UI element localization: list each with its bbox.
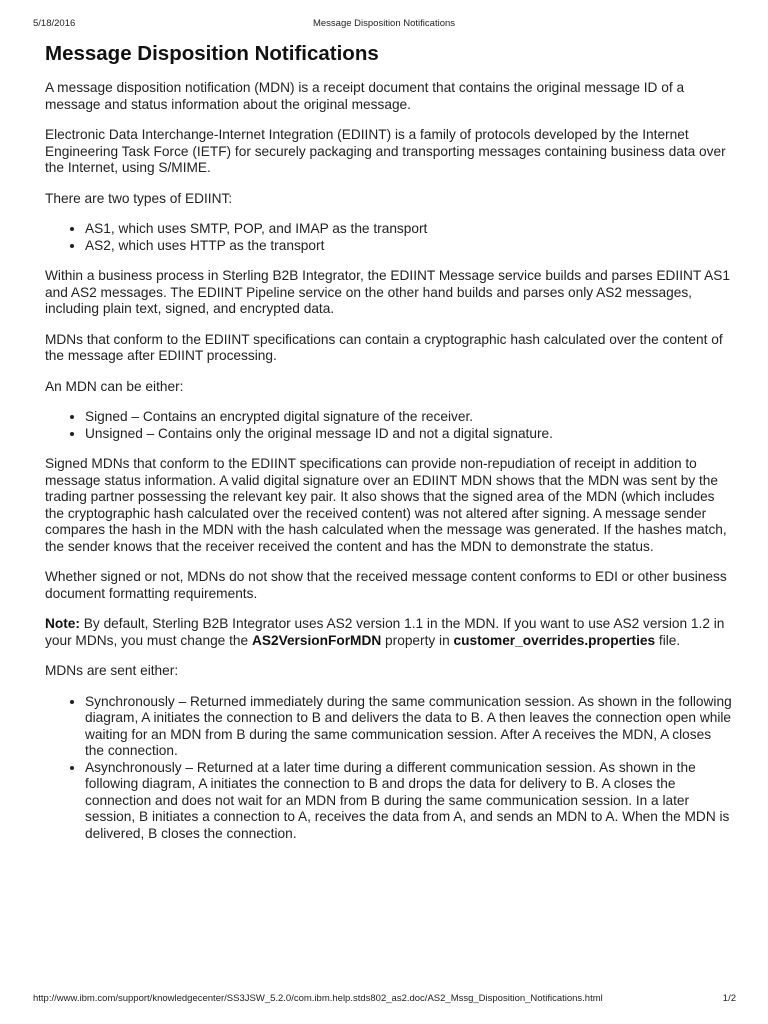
property-name: AS2VersionForMDN [251,632,382,648]
list-item: • AS1, which uses SMTP, POP, and IMAP as the transport [85,221,733,238]
note-paragraph [45,616,733,649]
page-title: Message Disposition Notifications [45,42,379,65]
mdn-kinds-list [45,409,733,442]
print-url: http://www.ibm.com/support/knowledgecenter/SS3JSW_5.2.0/com.ibm.help.stds802_as2.doc/AS2_Mssg_Disposition_Notifications.html [33,993,603,1004]
paragraph-edi-conformance: Whether signed or not, MDNs do not show that the received message content conforms to EDI or other business document formatting requirements. [45,569,727,601]
paragraph-ediint-definition: Electronic Data Interchange-Internet Integration (EDIINT) is a family of protocols developed by the Internet Engineering Task Force (IETF) for securely packaging and transporting messages containing business data over the Internet, using S/MIME. [45,127,726,175]
print-footer [0,993,768,1005]
list-item: • AS2, which uses HTTP as the transport [85,238,733,255]
list-item: • Unsigned – Contains only the original message ID and not a digital signature. [85,426,733,443]
paragraph-cryptographic-hash: MDNs that conform to the EDIINT specifications can contain a cryptographic hash calculated over the content of the message after EDIINT processing. [45,331,723,363]
page-number: 1/2 [722,993,736,1004]
paragraph-mdn-modes-intro: MDNs are sent either: [45,663,179,678]
note-text-3: file. [655,632,681,648]
list-item: • Synchronously – Returned immediately during the same communication session. As shown in the following diagram, A initiates the connection to B and delivers the data to B. A then leaves the connection open while waiting for an MDN from B during the same communication session. After A receives the MDN, A closes the connection. [85,694,733,760]
note-label: Note: [45,616,80,631]
paragraph-mdn-kinds-intro: An MDN can be either: [45,378,184,394]
note-text-2: property in [381,632,454,648]
file-name: customer_overrides.properties [453,632,656,648]
print-header [0,18,768,30]
paragraph-mdn-definition: A message disposition notification (MDN) is a receipt document that contains the original message ID of a message and status information about the original message. [45,80,685,112]
print-doc-title: Message Disposition Notifications [312,18,456,29]
list-item: • Signed – Contains an encrypted digital signature of the receiver. [85,409,733,426]
print-date: 5/18/2016 [33,18,76,29]
note-text-1: By default, Sterling B2B Integrator uses AS2 version 1.1 in the MDN. If you want to use AS2 version 1.2 in your MDNs, you must change the [45,616,725,648]
paragraph-signed-mdns: Signed MDNs that conform to the EDIINT specifications can provide non-repudiation of receipt in addition to message status information. A valid digital signature over an EDIINT MDN shows that the MDN was sent by the trading partner possessing the relevant key pair. It also shows that the signed area of the MDN (which includes the cryptographic hash calculated over the received content) was not altered after signing. A message sender compares the hash in the MDN with the hash calculated when the message was generated. If the hashes match, the sender knows that the receiver received the content and has the MDN to demonstrate the status. [45,456,727,554]
ediint-types-list [45,221,733,254]
list-item: • Asynchronously – Returned at a later time during a different communication session. As shown in the following diagram, A initiates the connection to B and drops the data for delivery to B. A closes the connection and does not wait for an MDN from B during the same communication session. In a later session, B initiates a connection to A, receives the data from A, and sends an MDN to A. When the MDN is delivered, B closes the connection. [85,760,733,843]
paragraph-business-process: Within a business process in Sterling B2B Integrator, the EDIINT Message service builds and parses EDIINT AS1 and AS2 messages. The EDIINT Pipeline service on the other hand builds and parses only AS2 messages, including plain text, signed, and encrypted data. [45,268,730,316]
article [45,42,733,856]
mdn-modes-list [45,694,733,843]
paragraph-ediint-types-intro: There are two types of EDIINT: [45,190,233,206]
